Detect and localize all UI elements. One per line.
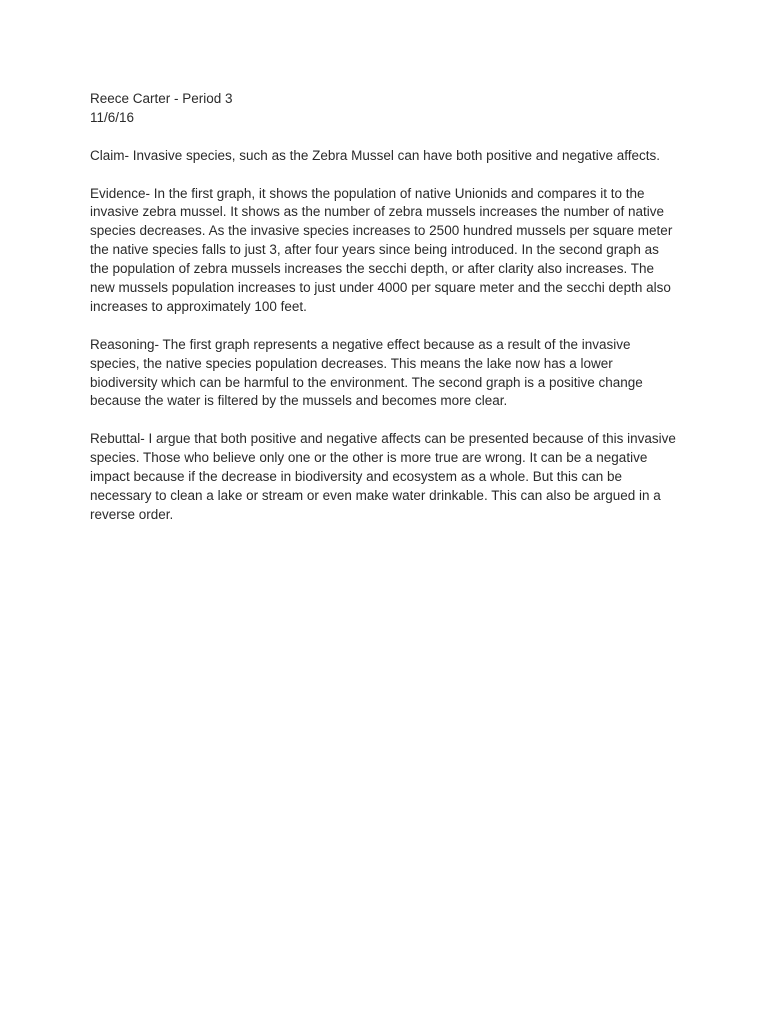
paragraph-spacer	[90, 166, 680, 185]
rebuttal-paragraph: Rebuttal- I argue that both positive and negative affects can be presented because of this invasive species. Those who believe only one or the other is more true are wrong. It can be a negative impact because if the decrease in biodiversity and ecosystem as a whole. But this can be necessary to clean a lake or stream or even make water drinkable. This can also be argued in a reverse order.	[90, 431, 676, 522]
evidence-paragraph: Evidence- In the first graph, it shows the population of native Unionids and compares it to the invasive zebra mussel. It shows as the number of zebra mussels increases the number of native species decreases. As the invasive species increases to 2500 hundred mussels per square meter the native species falls to just 3, after four years since being introduced. In the second graph as the population of zebra mussels increases the secchi depth, or after clarity also increases. The new mussels population increases to just under 4000 per square meter and the secchi depth also increases to approximately 100 feet.	[90, 185, 673, 314]
reasoning-paragraph: Reasoning- The first graph represents a negative effect because as a result of the invasive species, the native species population decreases. This means the lake now has a lower biodiversity which can be harmful to the environment. The second graph is a positive change because the water is filtered by the mussels and becomes more clear.	[90, 336, 643, 409]
paragraph-spacer	[90, 128, 680, 147]
date-line: 11/6/16	[90, 109, 135, 125]
document-body	[90, 90, 680, 525]
paragraph-spacer	[90, 317, 680, 336]
claim-paragraph: Claim- Invasive species, such as the Zebra Mussel can have both positive and negative affects.	[90, 147, 661, 163]
paragraph-spacer	[90, 411, 680, 430]
author-period-line: Reece Carter - Period 3	[90, 91, 233, 106]
